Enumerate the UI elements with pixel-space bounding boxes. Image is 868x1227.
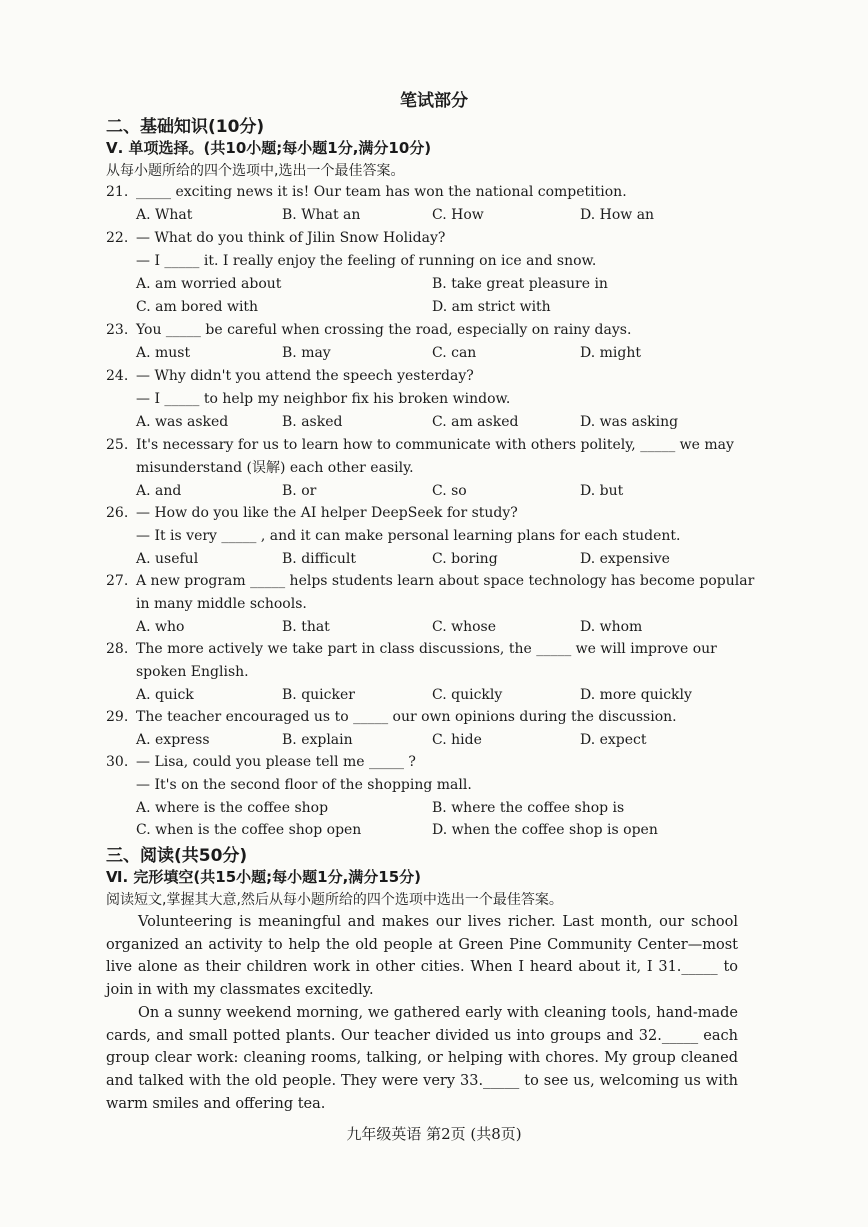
option-c: C. can [432, 345, 477, 361]
question-text: It's necessary for us to learn how to communicate with others politely, _____ we may [136, 437, 734, 453]
option-d: D. might [580, 345, 641, 361]
question-28 [106, 638, 717, 660]
part-6-instruction: 阅读短文,掌握其大意,然后从每小题所给的四个选项中选出一个最佳答案。 [106, 892, 563, 908]
question-22 [106, 227, 445, 249]
option-c: C. when is the coffee shop open [136, 822, 362, 838]
question-29 [106, 706, 677, 728]
option-a: A. must [136, 345, 191, 361]
section-3-heading: 三、阅读(共50分) [106, 846, 248, 866]
option-d: D. when the coffee shop is open [432, 822, 658, 838]
option-c: C. boring [432, 551, 498, 567]
option-b: B. What an [282, 207, 361, 223]
option-b: B. asked [282, 414, 343, 430]
question-number: 25. [106, 437, 129, 453]
option-d: D. expect [580, 732, 647, 748]
question-number: 28. [106, 641, 129, 657]
question-text: — Lisa, could you please tell me _____ ? [136, 754, 416, 770]
option-b: B. or [282, 483, 317, 499]
part-5-instruction: 从每小题所给的四个选项中,选出一个最佳答案。 [106, 163, 405, 179]
option-a: A. quick [136, 687, 194, 703]
question-text: — Why didn't you attend the speech yesterday? [136, 368, 474, 384]
section-2-heading: 二、基础知识(10分) [106, 117, 265, 137]
question-30 [106, 751, 416, 773]
question-number: 21. [106, 184, 129, 200]
question-27 [106, 570, 754, 592]
question-25-line-2: misunderstand (误解) each other easily. [136, 460, 414, 476]
part-5-heading: Ⅴ. 单项选择。(共10小题;每小题1分,满分10分) [106, 139, 432, 157]
option-b: B. take great pleasure in [432, 276, 608, 292]
option-c: C. How [432, 207, 484, 223]
question-text: A new program _____ helps students learn about space technology has become popular [136, 573, 755, 589]
question-27-line-2: in many middle schools. [136, 596, 307, 612]
option-b: B. difficult [282, 551, 357, 567]
question-text: — What do you think of Jilin Snow Holiday? [136, 230, 446, 246]
option-d: D. whom [580, 619, 643, 635]
option-c: C. am bored with [136, 299, 259, 315]
option-b: B. that [282, 619, 330, 635]
option-d: D. more quickly [580, 687, 692, 703]
question-25 [106, 434, 734, 456]
question-text: _____ exciting news it is! Our team has won the national competition. [136, 184, 627, 200]
option-a: A. am worried about [136, 276, 282, 292]
question-number: 24. [106, 368, 129, 384]
question-23 [106, 319, 631, 341]
question-text: — How do you like the AI helper DeepSeek for study? [136, 505, 518, 521]
option-b: B. may [282, 345, 331, 361]
question-number: 30. [106, 754, 129, 770]
question-number: 29. [106, 709, 129, 725]
question-30-line-2: — It's on the second floor of the shopping mall. [136, 777, 472, 793]
question-26-line-2: — It is very _____ , and it can make personal learning plans for each student. [136, 528, 681, 544]
page-title: 笔试部分 [400, 91, 468, 111]
question-22-line-2: — I _____ it. I really enjoy the feeling of running on ice and snow. [136, 253, 597, 269]
option-b: B. where the coffee shop is [432, 800, 625, 816]
option-d: D. How an [580, 207, 655, 223]
question-text: You _____ be careful when crossing the road, especially on rainy days. [136, 322, 632, 338]
option-c: C. am asked [432, 414, 519, 430]
option-a: A. where is the coffee shop [136, 800, 329, 816]
question-28-line-2: spoken English. [136, 664, 249, 680]
passage-paragraph-2: On a sunny weekend morning, we gathered early with cleaning tools, hand-made cards, and small potted plants. Our teacher divided us into groups and 32._____ each group clear work: cleaning rooms, talking, or helping with chores. My group cleaned and talked with the old people. They were very 33._____ to see us, welcoming us with warm smiles and offering tea. [106, 1005, 738, 1112]
question-26 [106, 502, 518, 524]
option-c: C. so [432, 483, 467, 499]
part-6-heading: Ⅵ. 完形填空(共15小题;每小题1分,满分15分) [106, 868, 422, 886]
question-text: The more actively we take part in class discussions, the _____ we will improve our [136, 641, 717, 657]
option-c: C. quickly [432, 687, 503, 703]
passage-paragraph-1: Volunteering is meaningful and makes our lives richer. Last month, our school organized an activity to help the old people at Green Pine Community Center—most live alone as their children work in other cities. When I heard about it, I 31._____ to join in with my classmates excitedly. [106, 914, 738, 999]
option-a: A. and [136, 483, 182, 499]
option-d: D. but [580, 483, 624, 499]
option-d: D. expensive [580, 551, 670, 567]
option-a: A. who [136, 619, 185, 635]
option-d: D. was asking [580, 414, 679, 430]
question-number: 23. [106, 322, 129, 338]
option-a: A. What [136, 207, 193, 223]
option-a: A. was asked [136, 414, 229, 430]
question-24-line-2: — I _____ to help my neighbor fix his broken window. [136, 391, 511, 407]
option-c: C. whose [432, 619, 497, 635]
question-24 [106, 365, 474, 387]
option-b: B. quicker [282, 687, 355, 703]
question-number: 22. [106, 230, 129, 246]
question-21 [106, 181, 627, 203]
option-c: C. hide [432, 732, 482, 748]
question-text: The teacher encouraged us to _____ our own opinions during the discussion. [136, 709, 677, 725]
question-number: 27. [106, 573, 129, 589]
page-footer: 九年级英语 第2页 (共8页) [346, 1125, 522, 1143]
option-d: D. am strict with [432, 299, 551, 315]
option-a: A. useful [136, 551, 199, 567]
question-number: 26. [106, 505, 129, 521]
option-a: A. express [136, 732, 210, 748]
option-b: B. explain [282, 732, 353, 748]
